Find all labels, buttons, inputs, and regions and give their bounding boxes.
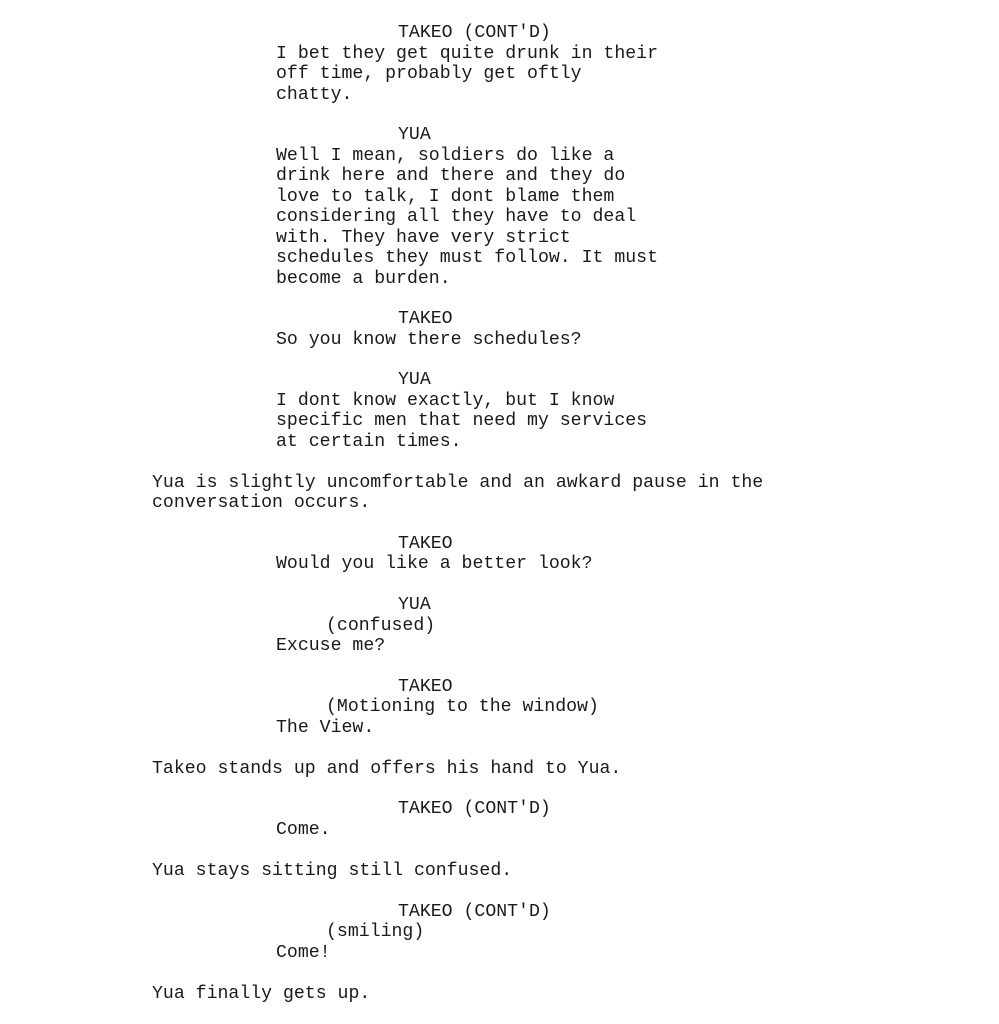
character-name: TAKEO (CONT'D) bbox=[398, 23, 551, 43]
action-line: conversation occurs. bbox=[152, 493, 371, 513]
parenthetical: (Motioning to the window) bbox=[326, 697, 599, 717]
dialogue-line: I dont know exactly, but I know bbox=[276, 391, 615, 411]
character-name: TAKEO bbox=[398, 309, 453, 329]
dialogue-line: Come! bbox=[276, 943, 331, 963]
character-name: YUA bbox=[398, 125, 431, 145]
dialogue-line: at certain times. bbox=[276, 432, 462, 452]
action-line: Yua is slightly uncomfortable and an awkard pause in the bbox=[152, 473, 764, 493]
page-corner-mark bbox=[847, 0, 859, 3]
dialogue-line: schedules they must follow. It must bbox=[276, 248, 658, 268]
character-name: YUA bbox=[398, 370, 431, 390]
dialogue-line: considering all they have to deal bbox=[276, 207, 637, 227]
dialogue-line: love to talk, I dont blame them bbox=[276, 187, 615, 207]
action-line: Yua stays sitting still confused. bbox=[152, 861, 513, 881]
character-name: TAKEO bbox=[398, 677, 453, 697]
dialogue-line: off time, probably get oftly bbox=[276, 64, 582, 84]
character-name: YUA bbox=[398, 595, 431, 615]
dialogue-line: So you know there schedules? bbox=[276, 330, 582, 350]
character-name: TAKEO (CONT'D) bbox=[398, 902, 551, 922]
character-name: TAKEO bbox=[398, 534, 453, 554]
dialogue-line: Would you like a better look? bbox=[276, 554, 593, 574]
dialogue-line: chatty. bbox=[276, 85, 353, 105]
dialogue-line: I bet they get quite drunk in their bbox=[276, 44, 658, 64]
action-line: Yua finally gets up. bbox=[152, 984, 371, 1004]
dialogue-line: Come. bbox=[276, 820, 331, 840]
dialogue-line: drink here and there and they do bbox=[276, 166, 626, 186]
parenthetical: (smiling) bbox=[326, 922, 425, 942]
parenthetical: (confused) bbox=[326, 616, 436, 636]
dialogue-line: specific men that need my services bbox=[276, 411, 648, 431]
dialogue-line: become a burden. bbox=[276, 269, 451, 289]
dialogue-line: Well I mean, soldiers do like a bbox=[276, 146, 615, 166]
dialogue-line: The View. bbox=[276, 718, 375, 738]
character-name: TAKEO (CONT'D) bbox=[398, 799, 551, 819]
dialogue-line: Excuse me? bbox=[276, 636, 386, 656]
dialogue-line: with. They have very strict bbox=[276, 228, 571, 248]
action-line: Takeo stands up and offers his hand to Yua. bbox=[152, 759, 622, 779]
